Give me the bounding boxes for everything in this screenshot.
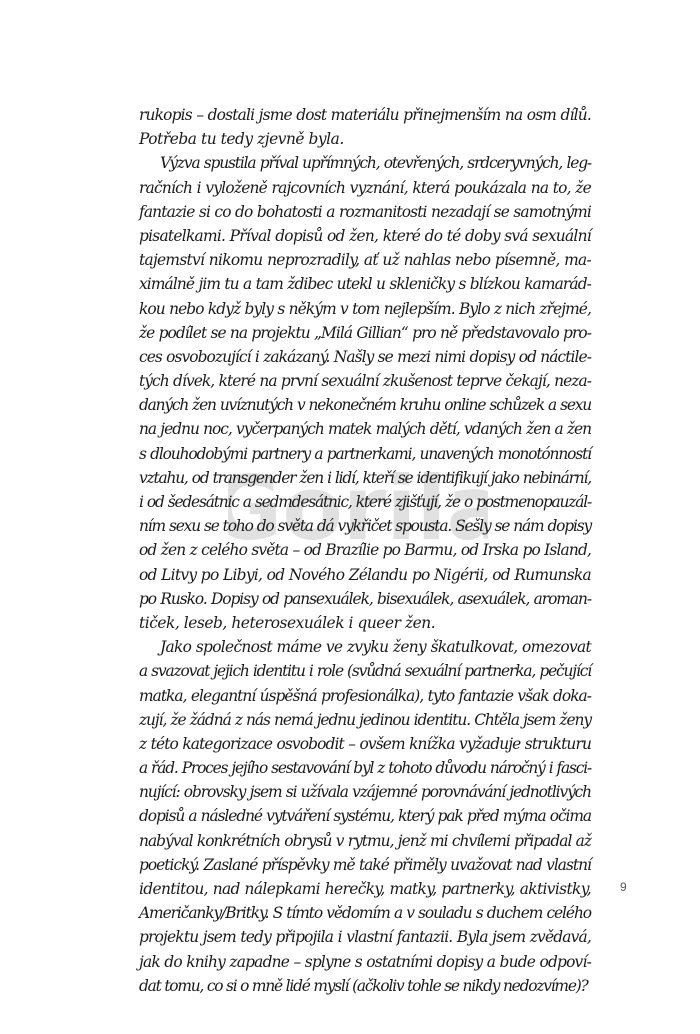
text-line: tých dívek, které na první sexuální zkušenost teprve čekají, neza-	[139, 372, 591, 391]
text-line: poetický. Zaslané příspěvky mě také přiměly uvažovat nad vlastní	[139, 855, 591, 874]
text-line: od žen z celého světa – od Brazílie po Barmu, od Irska po Island,	[139, 541, 591, 560]
text-line: a řád. Proces jejího sestavování byl z tohoto důvodu náročný i fasci-	[139, 759, 591, 778]
text-line: tajemství nikomu neprozradily, ať už nahlas nebo písemně, ma-	[139, 251, 591, 270]
text-line: jak do knihy zapadne – splyne s ostatními dopisy a bude odpoví-	[139, 952, 591, 971]
text-line: zují, že žádná z nás nemá jednu jedinou identitu. Chtěla jsem ženy	[139, 710, 591, 729]
text-line: rukopis – dostali jsme dost materiálu přinejmenším na osm dílů.	[139, 106, 591, 124]
text-line: nabýval konkrétních obrysů v rytmu, jenž mi chvílemi připadal až	[139, 831, 591, 850]
text-line: Potřeba tu tedy zjevně byla.	[139, 130, 344, 149]
text-line: pisatelkami. Příval dopisů od žen, které do té doby svá sexuální	[139, 226, 591, 245]
text-line: daných žen uvíznutých v nekonečném kruhu online schůzek a sexu	[139, 396, 591, 415]
text-line: s dlouhodobými partnery a partnerkami, unavených monotónností	[139, 444, 591, 463]
text-line: z této kategorizace osvobodit – ovšem knížka vyžaduje strukturu	[139, 734, 591, 753]
text-line: vztahu, od transgender žen i lidí, kteří se identifikují jako nebinární,	[139, 468, 591, 487]
text-line: Výzva spustila příval upřímných, otevřených, srdceryvných, leg-	[160, 154, 591, 173]
text-line: matka, elegantní úspěšná profesionálka), tyto fantazie však doka-	[139, 686, 591, 705]
text-line: Američanky/Britky. S tímto vědomím a v souladu s duchem celého	[139, 904, 591, 923]
text-line: a svazovat jejich identitu i role (svůdná sexuální partnerka, pečující	[139, 662, 591, 681]
text-line: Jako společnost máme ve zvyku ženy škatulkovat, omezovat	[160, 638, 591, 657]
text-line: fantazie si co do bohatosti a rozmanitosti nezadají se samotnými	[139, 202, 591, 221]
text-line: projektu jsem tedy připojila i vlastní fantazii. Byla jsem zvědavá,	[139, 928, 591, 947]
text-line: i od šedesátnic a sedmdesátnic, které zjišťují, že o postmenopauzál-	[139, 493, 591, 511]
text-line: že podílet se na projektu „Milá Gillian“ pro ně představovalo pro-	[139, 323, 591, 342]
text-line: na jednu noc, vyčerpaných matek malých dětí, vdaných žen a žen	[139, 420, 591, 439]
text-line: ním sexu se toho do světa dá vykřičet spousta. Sešly se nám dopisy	[139, 517, 591, 536]
text-line: od Litvy po Libyi, od Nového Zélandu po Nigérii, od Rumunska	[139, 565, 591, 584]
text-line: račních i vyloženě rajcovních vyznání, která poukázala na to, že	[139, 178, 591, 197]
text-line: ximálně jim tu a tam ždibec utekl u skleničky s blízkou kamarád-	[139, 275, 591, 294]
text-line: po Rusko. Dopisy od pansexuálek, bisexuálek, asexuálek, aroman-	[139, 589, 591, 608]
watermark-text: Gorila	[228, 457, 488, 560]
text-line: dopisů a následné vytváření systému, který pak před mýma očima	[139, 807, 591, 826]
text-line: dat tomu, co si o mně lidé myslí (ačkoliv tohle se nikdy nedozvíme)?	[139, 976, 588, 995]
text-line: ces osvobozující i zakázaný. Našly se mezi nimi dopisy od náctile-	[139, 347, 591, 366]
text-line: kou nebo když byly s někým v tom nejlepším. Bylo z nich zřejmé,	[139, 299, 591, 318]
text-line: identitou, nad nálepkami herečky, matky, partnerky, aktivistky,	[139, 880, 591, 898]
page-number: 9	[620, 880, 627, 894]
text-line: nující: obrovsky jsem si užívala vzájemné porovnávání jednotlivých	[139, 783, 591, 802]
body-text	[139, 103, 591, 998]
text-line: tiček, leseb, heterosexuálek i queer žen.	[139, 613, 436, 632]
